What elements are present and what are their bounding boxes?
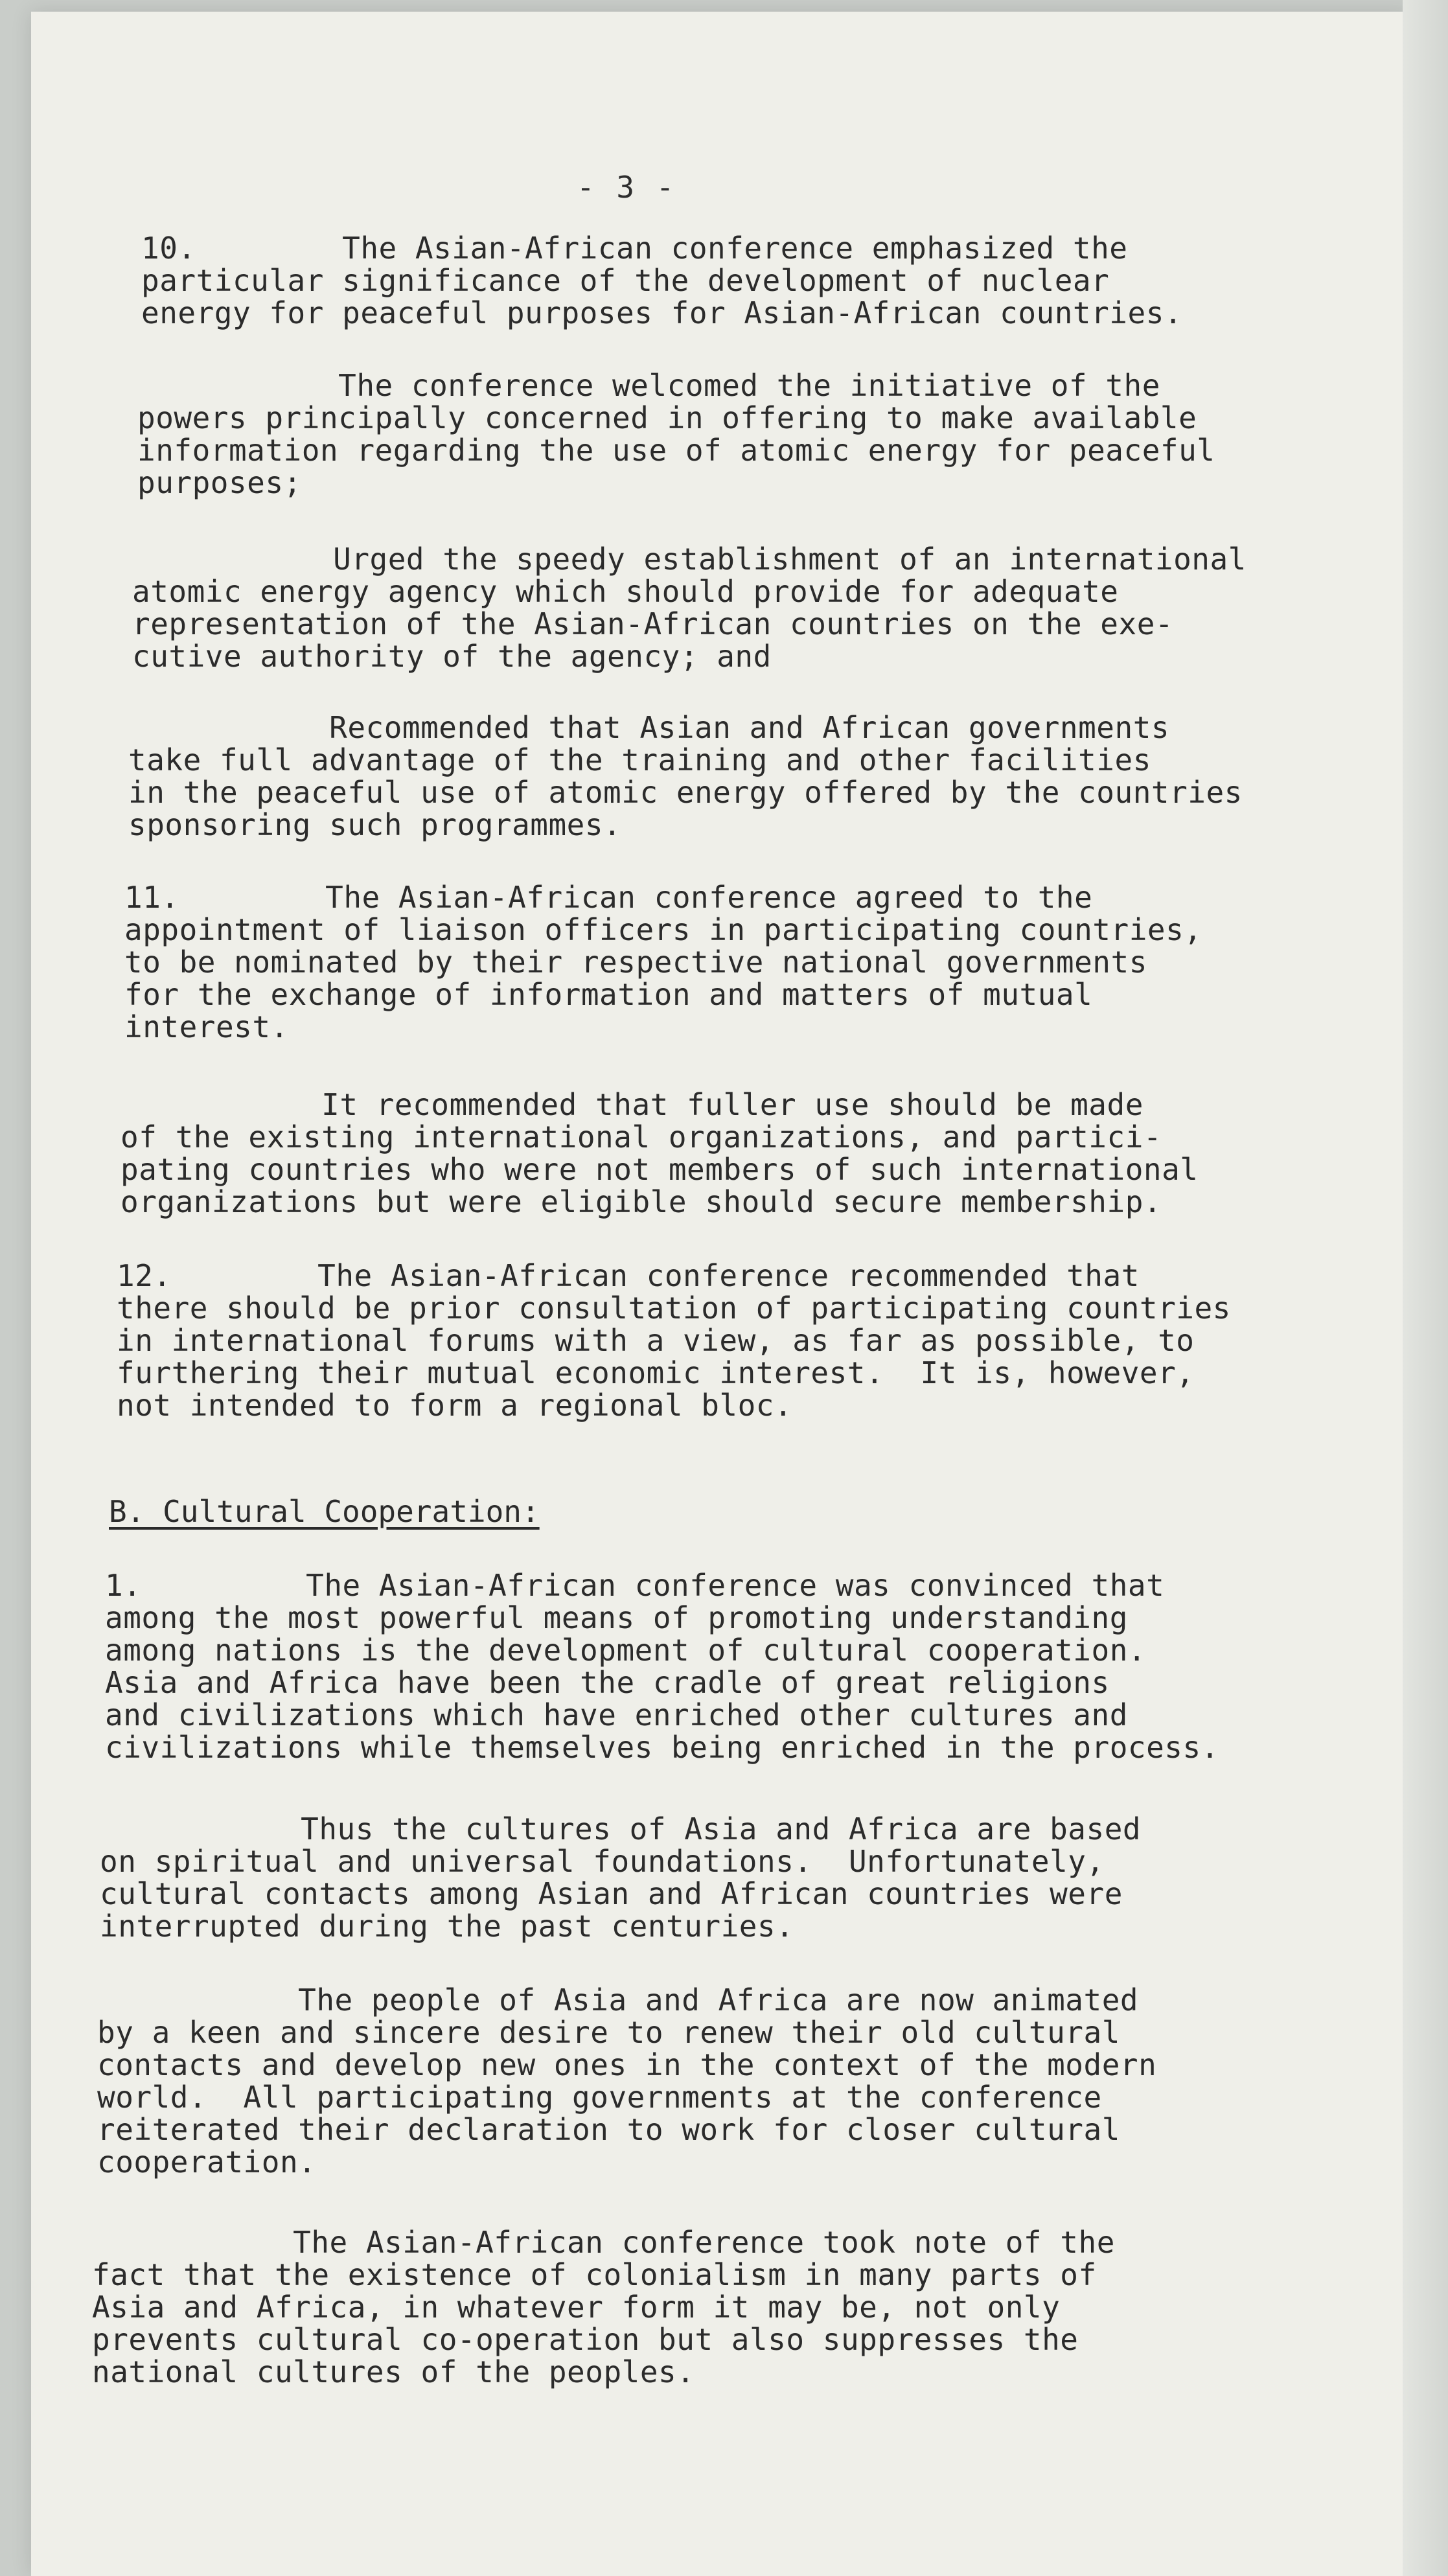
paragraph-12: 12. The Asian-African conference recommended that there should be prior consultation of participating countries in international forums with a view, as far as possible, to furthering their mutual economic interest. It is, however, not intended to form a regional bloc. — [117, 1258, 1231, 1423]
paragraph-cultural-colonialism: The Asian-African conference took note of the fact that the existence of colonialism in many parts of Asia and Africa, in whatever form it may be, not only prevents cultural co-operation but also suppresses the national cultures of the peoples. — [92, 2225, 1115, 2389]
paragraph-10-welcomed: The conference welcomed the initiative of the powers principally concerned in offering to make available information regarding the use of atomic energy for peaceful purposes; — [137, 368, 1215, 500]
paragraph-cultural-1: 1. The Asian-African conference was convinced that among the most powerful means of promoting understanding among nations is the development of cultural cooperation. Asia and Africa have been the cradle of great religions and civilizations which have enriched other cultures and civilizations while themselves being enriched in the process. — [105, 1568, 1219, 1765]
paragraph-10-urged: Urged the speedy establishment of an international atomic energy agency which should provide for adequate representation of the Asian-African countries on the exe- cutive authority of the agency; and — [132, 542, 1247, 674]
page-number: - 3 - — [577, 170, 676, 205]
page-edge — [1403, 0, 1448, 2576]
paragraph-11-organizations: It recommended that fuller use should be made of the existing international organizations, and partici- pating countries who were not members of such international organizations but were eligible should secure membership. — [121, 1087, 1199, 1219]
paragraph-cultural-people: The people of Asia and Africa are now animated by a keen and sincere desire to renew their old cultural contacts and develop new ones in the context of the modern world. All participating governments at the conference reiterated their declaration to work for closer cultural cooperation. — [97, 1983, 1157, 2179]
paragraph-11: 11. The Asian-African conference agreed to the appointment of liaison officers in participating countries, to be nominated by their respective national governments for the exchange of information and matters of mutual interest. — [124, 880, 1202, 1044]
paragraph-10: 10. The Asian-African conference emphasized the particular significance of the development of nuclear energy for peaceful purposes for Asian-African countries. — [141, 231, 1183, 330]
section-heading: B. Cultural Cooperation: — [109, 1494, 540, 1529]
paragraph-10-recommended: Recommended that Asian and African governments take full advantage of the training and other facilities in the peaceful use of atomic energy offered by the countries sponsoring such programmes. — [128, 710, 1243, 842]
paragraph-cultural-foundations: Thus the cultures of Asia and Africa are based on spiritual and universal foundations. Unfortunately, cultural contacts among Asian and African countries were interrupted during the past centuries. — [100, 1811, 1142, 1944]
